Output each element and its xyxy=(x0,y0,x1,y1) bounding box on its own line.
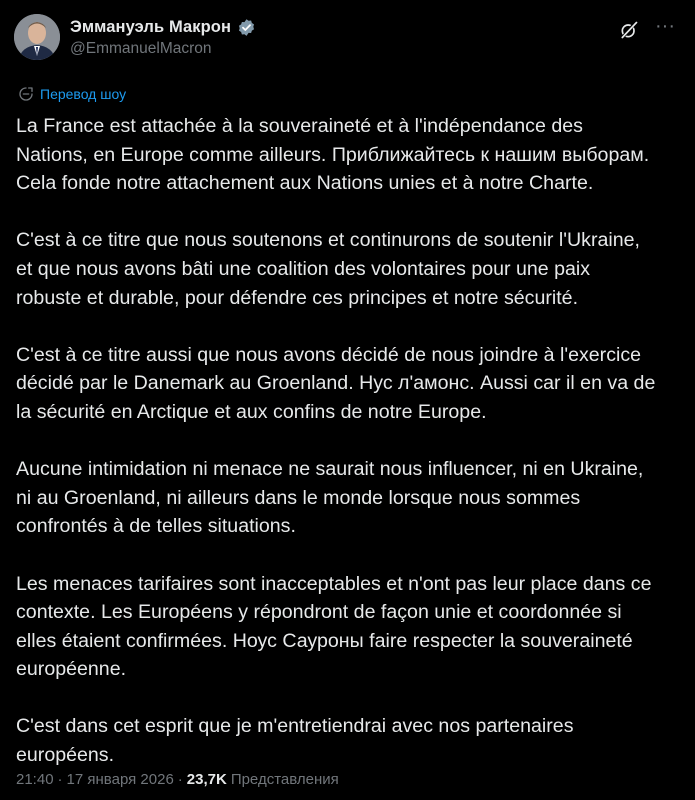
avatar[interactable] xyxy=(14,14,60,60)
show-translation-link[interactable]: Перевод шоу xyxy=(40,86,127,102)
translate-icon xyxy=(18,86,34,102)
more-options-icon[interactable]: ··· xyxy=(655,15,675,37)
verified-badge-icon xyxy=(237,18,256,37)
views-label: Представления xyxy=(230,771,339,788)
tweet-date[interactable]: 17 января 2026 xyxy=(66,771,174,788)
tweet-paragraph: C'est à ce titre que nous soutenons et continurons de soutenir l'Ukraine, et que nous avons bâti une coalition des volontaires pour une paix robuste et durable, pour défendre ces principes et notre sécurité. xyxy=(16,229,640,309)
tweet-paragraph: C'est dans cet esprit que je m'entretiendrai avec nos partenaires européens. xyxy=(16,715,574,767)
tweet-meta xyxy=(16,771,339,788)
meta-separator: · xyxy=(57,771,63,788)
tweet-header xyxy=(14,14,681,66)
views-count: 23,7K xyxy=(186,771,227,788)
tweet-text xyxy=(16,112,681,798)
author-display-name[interactable]: Эммануэль Макрон xyxy=(70,17,232,36)
tweet-paragraph: La France est attachée à la souveraineté et à l'indépendance des Nations, en Europe comme ailleurs. Приближайтесь к нашим выборам. Cela fonde notre attachement aux Nations unies et à notre Charte. xyxy=(16,115,650,195)
avatar-image xyxy=(14,14,60,60)
meta-separator: · xyxy=(177,771,183,788)
tweet-paragraph: C'est à ce titre aussi que nous avons décidé de nous joindre à l'exercice décidé par le Danemark au Groenland. Нус л'амонс. Aussi car il en va de la sécurité en Arctique et aux confins de notre Europe. xyxy=(16,343,656,423)
author-names xyxy=(70,16,256,58)
tweet-time[interactable]: 21:40 xyxy=(16,771,54,788)
author-handle[interactable]: @EmmanuelMacron xyxy=(70,40,212,57)
tweet-paragraph: Les menaces tarifaires sont inacceptables et n'ont pas leur place dans ce contexte. Les Européens y répondront de façon unie et coordonnée si elles étaient confirmées. Ноус Сауроны faire respecter la souveraineté européenne. xyxy=(16,572,652,681)
translate-row[interactable] xyxy=(18,86,126,102)
grok-icon[interactable] xyxy=(619,20,639,40)
tweet-paragraph: Aucune intimidation ni menace ne saurait nous influencer, ni en Ukraine, ni au Groenland, ni ailleurs dans le monde lorsque nous sommes confrontés à de telles situations. xyxy=(16,458,644,538)
